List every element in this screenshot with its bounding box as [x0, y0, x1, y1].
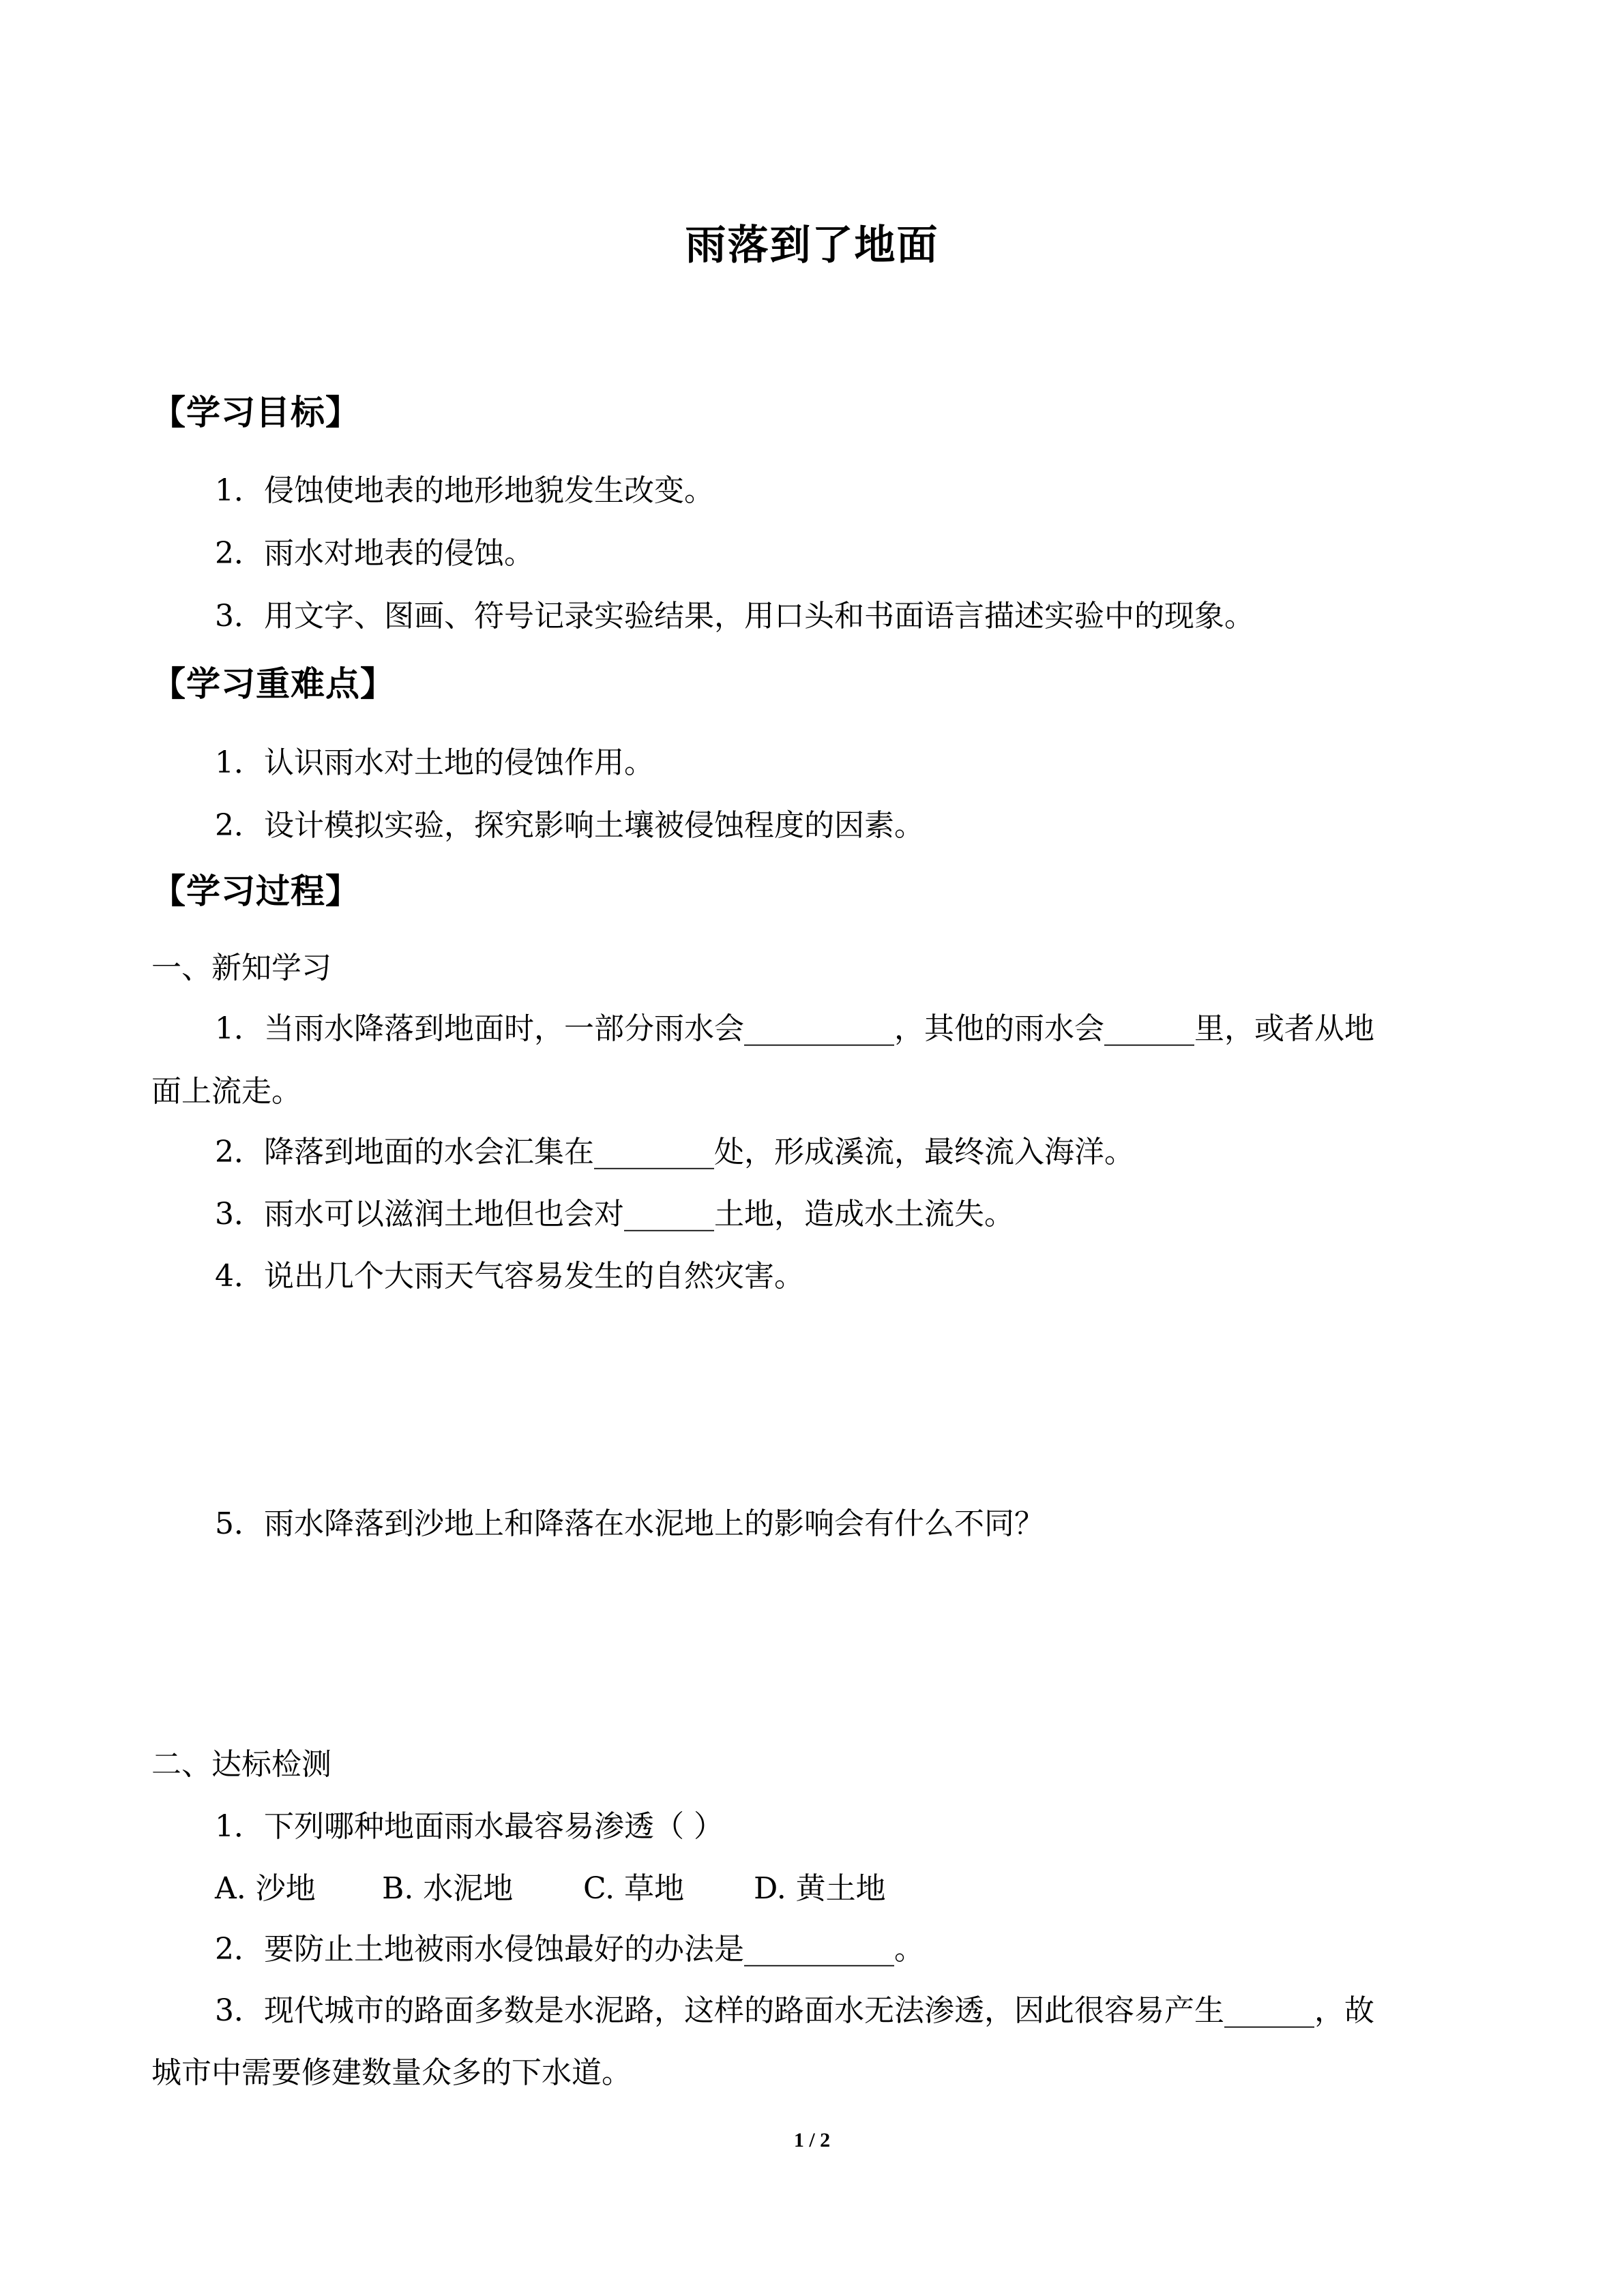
part1-question-1-line-1: 1．当雨水降落到地面时，一部分雨水会__________，其他的雨水会______里，或者从地	[215, 1011, 1374, 1046]
option-a: A. 沙地	[215, 1871, 316, 1906]
option-d: D. 黄土地	[754, 1871, 886, 1906]
objective-item-3: 3．用文字、图画、符号记录实验结果，用口头和书面语言描述实验中的现象。	[215, 599, 1254, 633]
part2-question-2: 2．要防止土地被雨水侵蚀最好的办法是__________。	[215, 1932, 924, 1967]
page-title: 雨落到了地面	[685, 222, 939, 269]
part2-question-1: 1．下列哪种地面雨水最容易渗透（ ）	[215, 1809, 724, 1844]
objectives-heading: 【学习目标】	[151, 393, 360, 432]
part2-question-3-line-2: 城市中需要修建数量众多的下水道。	[151, 2055, 632, 2090]
part1-question-4: 4．说出几个大雨天气容易发生的自然灾害。	[215, 1259, 804, 1294]
key-point-item-1: 1．认识雨水对土地的侵蚀作用。	[215, 745, 654, 780]
page-number: 1 / 2	[793, 2129, 831, 2151]
key-points-heading: 【学习重难点】	[151, 664, 395, 704]
part1-question-5: 5．雨水降落到沙地上和降落在水泥地上的影响会有什么不同？	[215, 1506, 1044, 1541]
part1-question-3: 3．雨水可以滋润土地但也会对______土地，造成水土流失。	[215, 1197, 1014, 1232]
part2-question-3-line-1: 3．现代城市的路面多数是水泥路，这样的路面水无法渗透，因此很容易产生______，故	[215, 1993, 1374, 2028]
objective-item-1: 1．侵蚀使地表的地形地貌发生改变。	[215, 473, 714, 508]
part2-label: 二、达标检测	[151, 1747, 331, 1782]
process-heading: 【学习过程】	[151, 871, 360, 911]
objective-item-2: 2．雨水对地表的侵蚀。	[215, 536, 534, 571]
option-c: C. 草地	[583, 1871, 685, 1906]
option-b: B. 水泥地	[382, 1871, 514, 1906]
part2-question-1-options	[215, 1870, 886, 1908]
part1-label: 一、新知学习	[151, 951, 331, 985]
part1-question-2: 2．降落到地面的水会汇集在________处，形成溪流，最终流入海洋。	[215, 1135, 1134, 1169]
key-point-item-2: 2．设计模拟实验，探究影响土壤被侵蚀程度的因素。	[215, 808, 924, 843]
part1-question-1-line-2: 面上流走。	[151, 1074, 301, 1109]
